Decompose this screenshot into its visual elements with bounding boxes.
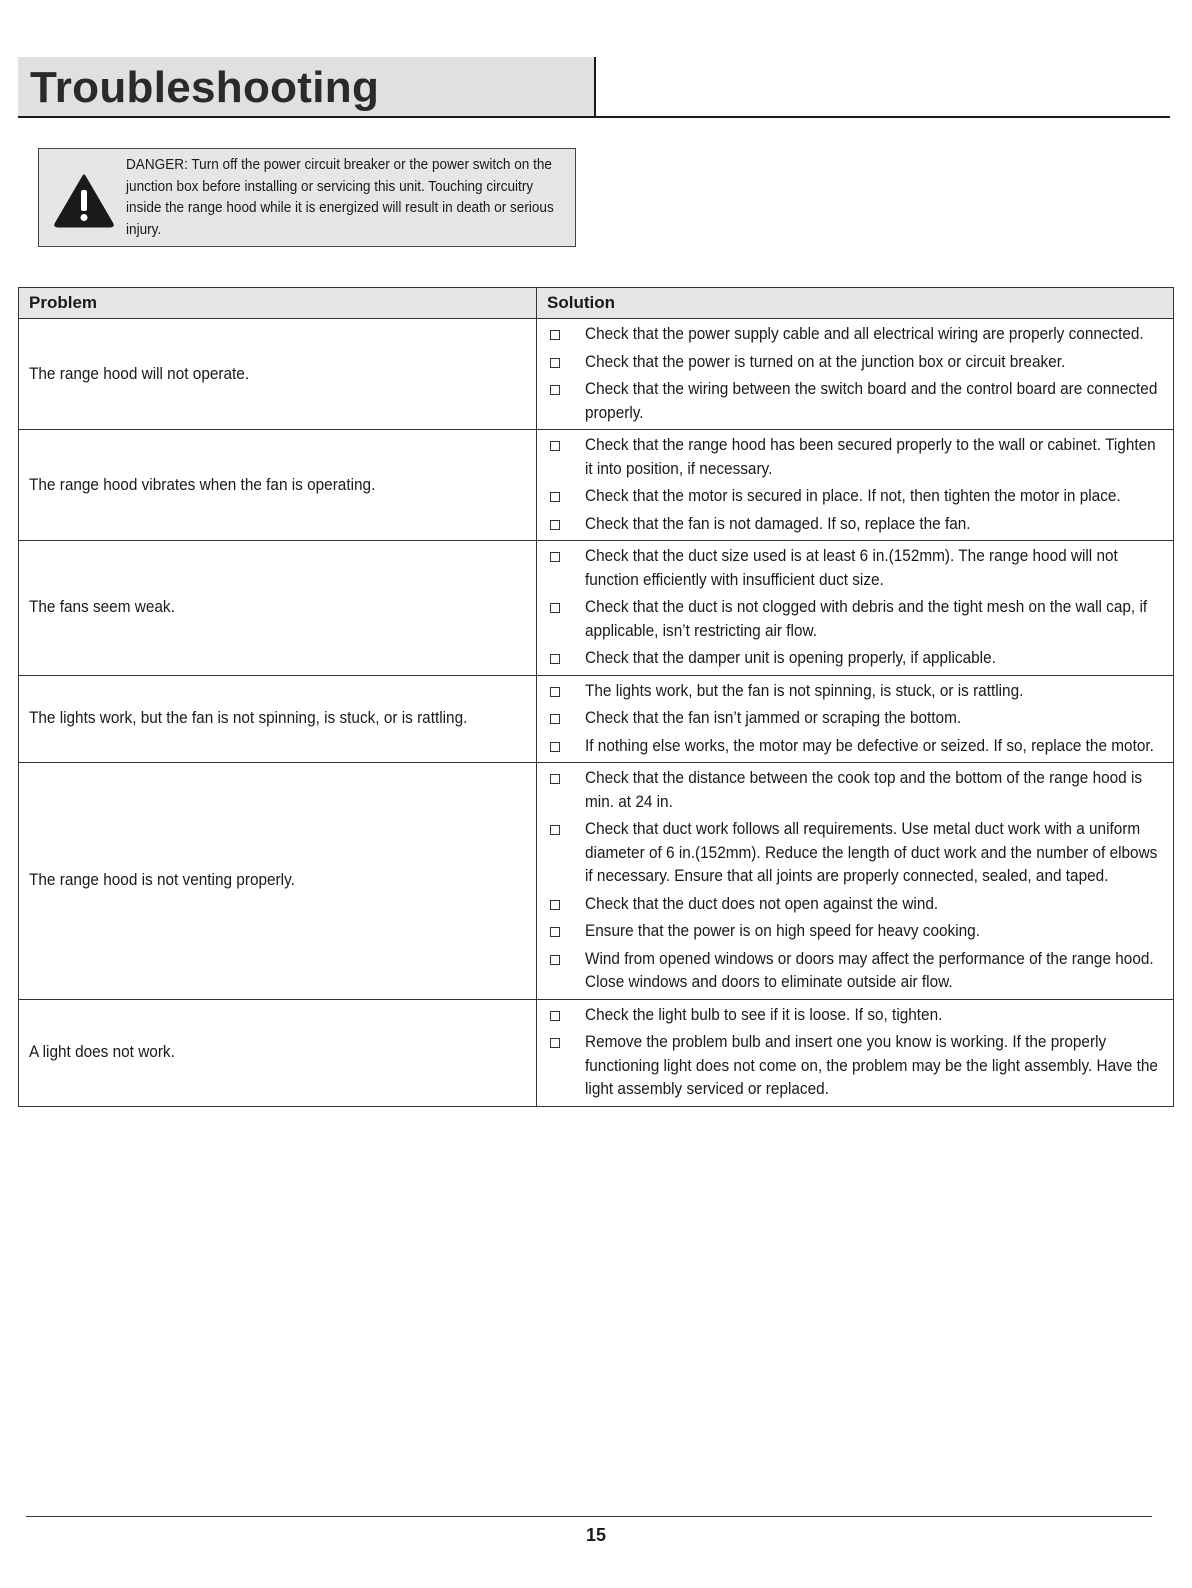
solution-list [537, 1000, 1173, 1106]
checkbox-bullet-icon [550, 358, 560, 368]
checkbox-bullet-icon [550, 825, 560, 835]
checkbox-bullet-icon [550, 742, 560, 752]
problem-cell [19, 763, 537, 1000]
checkbox-bullet-icon [550, 385, 560, 395]
table-body [19, 319, 1174, 1107]
solution-text: Check that the duct size used is at least 6 in.(152mm). The range hood will not function efficiently with insufficient duct size. [585, 547, 1118, 589]
solution-item [537, 323, 1161, 347]
checkbox-bullet-icon [550, 774, 560, 784]
solution-text: Check that the wiring between the switch board and the control board are connected properly. [585, 380, 1158, 422]
solution-list [537, 319, 1173, 429]
checkbox-bullet-icon [550, 330, 560, 340]
solution-text: Remove the problem bulb and insert one you know is working. If the properly functioning light does not come on, the problem may be the light assembly. Have the light assembly serviced or replaced. [585, 1033, 1158, 1098]
solution-cell [537, 430, 1174, 541]
solution-cell [537, 999, 1174, 1106]
table-header-row [19, 288, 1174, 319]
table-row [19, 763, 1174, 1000]
solution-cell [537, 319, 1174, 430]
header-solution: Solution [537, 288, 1174, 319]
page-title: Troubleshooting [30, 63, 380, 112]
problem-text: The range hood vibrates when the fan is operating. [29, 475, 376, 494]
solution-item [537, 351, 1161, 375]
problem-text: The lights work, but the fan is not spinning, is stuck, or is rattling. [29, 709, 468, 728]
page-number: 15 [585, 1525, 607, 1545]
solution-item [537, 818, 1161, 889]
problem-text: The fans seem weak. [29, 598, 175, 617]
solution-text: Check the light bulb to see if it is loose. If so, tighten. [585, 1005, 943, 1024]
warning-triangle-icon [53, 173, 115, 228]
problem-cell [19, 541, 537, 676]
checkbox-bullet-icon [550, 687, 560, 697]
checkbox-bullet-icon [550, 900, 560, 910]
checkbox-bullet-icon [550, 654, 560, 664]
problem-text: The range hood will not operate. [29, 364, 250, 383]
solution-item [537, 735, 1161, 759]
solution-text: Check that the duct is not clogged with debris and the tight mesh on the wall cap, if applicable, isn’t restricting air flow. [585, 598, 1148, 640]
solution-item [537, 948, 1161, 995]
solution-text: Check that the distance between the cook top and the bottom of the range hood is min. at 24 in. [585, 769, 1143, 811]
table-row [19, 541, 1174, 676]
solution-text: Check that the duct does not open against the wind. [585, 894, 939, 913]
checkbox-bullet-icon [550, 1011, 560, 1021]
solution-cell [537, 675, 1174, 763]
solution-text: Check that the power is turned on at the junction box or circuit breaker. [585, 352, 1066, 371]
solution-text: If nothing else works, the motor may be defective or seized. If so, replace the motor. [585, 736, 1154, 755]
problem-text: A light does not work. [29, 1043, 175, 1061]
table-row [19, 675, 1174, 763]
checkbox-bullet-icon [550, 603, 560, 613]
danger-notice [38, 148, 576, 247]
solution-item [537, 1004, 1161, 1028]
solution-text: Wind from opened windows or doors may affect the performance of the range hood. Close windows and doors to eliminate outside air flow. [585, 949, 1154, 991]
solution-text: Check that the power supply cable and all electrical wiring are properly connected. [585, 325, 1144, 343]
problem-cell [19, 430, 537, 541]
solution-item [537, 513, 1161, 537]
checkbox-bullet-icon [550, 552, 560, 562]
solution-item [537, 485, 1161, 509]
solution-item [537, 545, 1161, 592]
checkbox-bullet-icon [550, 927, 560, 937]
solution-text: Check that the motor is secured in place. If not, then tighten the motor in place. [585, 487, 1121, 505]
solution-cell [537, 541, 1174, 676]
checkbox-bullet-icon [550, 714, 560, 724]
solution-cell [537, 763, 1174, 1000]
problem-cell [19, 675, 537, 763]
solution-text: Check that the damper unit is opening properly, if applicable. [585, 649, 996, 667]
checkbox-bullet-icon [550, 1038, 560, 1048]
solution-list [537, 676, 1173, 763]
table-row [19, 430, 1174, 541]
solution-item [537, 767, 1161, 814]
problem-text: The range hood is not venting properly. [29, 871, 295, 890]
solution-item [537, 1031, 1161, 1102]
solution-item [537, 920, 1161, 944]
solution-text: Check that the fan isn’t jammed or scraping the bottom. [585, 709, 962, 727]
solution-item [537, 596, 1161, 643]
troubleshooting-table [18, 287, 1174, 1107]
solution-item [537, 680, 1161, 704]
solution-item [537, 434, 1161, 481]
solution-item [537, 647, 1161, 671]
solution-item [537, 707, 1161, 731]
checkbox-bullet-icon [550, 955, 560, 965]
danger-text: DANGER: Turn off the power circuit breaker or the power switch on the junction box before installing or servicing this unit. Touching circuitry inside the range hood while it is energized will result in death or serious injury. [126, 157, 554, 238]
solution-text: Check that the fan is not damaged. If so, replace the fan. [585, 514, 971, 533]
solution-item [537, 893, 1161, 917]
solution-text: Ensure that the power is on high speed for heavy cooking. [585, 922, 980, 940]
header-rule [18, 116, 1170, 118]
footer-rule [26, 1516, 1152, 1517]
checkbox-bullet-icon [550, 441, 560, 451]
header-divider [594, 57, 596, 118]
solution-list [537, 541, 1173, 675]
solution-list [537, 430, 1173, 540]
solution-item [537, 378, 1161, 425]
problem-cell [19, 999, 537, 1106]
header-problem: Problem [19, 288, 537, 319]
checkbox-bullet-icon [550, 520, 560, 530]
solution-text: The lights work, but the fan is not spinning, is stuck, or is rattling. [585, 681, 1024, 700]
checkbox-bullet-icon [550, 492, 560, 502]
solution-list [537, 763, 1173, 999]
table-row [19, 319, 1174, 430]
problem-cell [19, 319, 537, 430]
solution-text: Check that the range hood has been secured properly to the wall or cabinet. Tighten it into position, if necessary. [585, 436, 1156, 478]
solution-text: Check that duct work follows all requirements. Use metal duct work with a uniform diameter of 6 in.(152mm). Reduce the length of duct work and the number of elbows if necessary. Ensure that all joints are properly connected, sealed, and taped. [585, 820, 1158, 885]
table-row [19, 999, 1174, 1106]
